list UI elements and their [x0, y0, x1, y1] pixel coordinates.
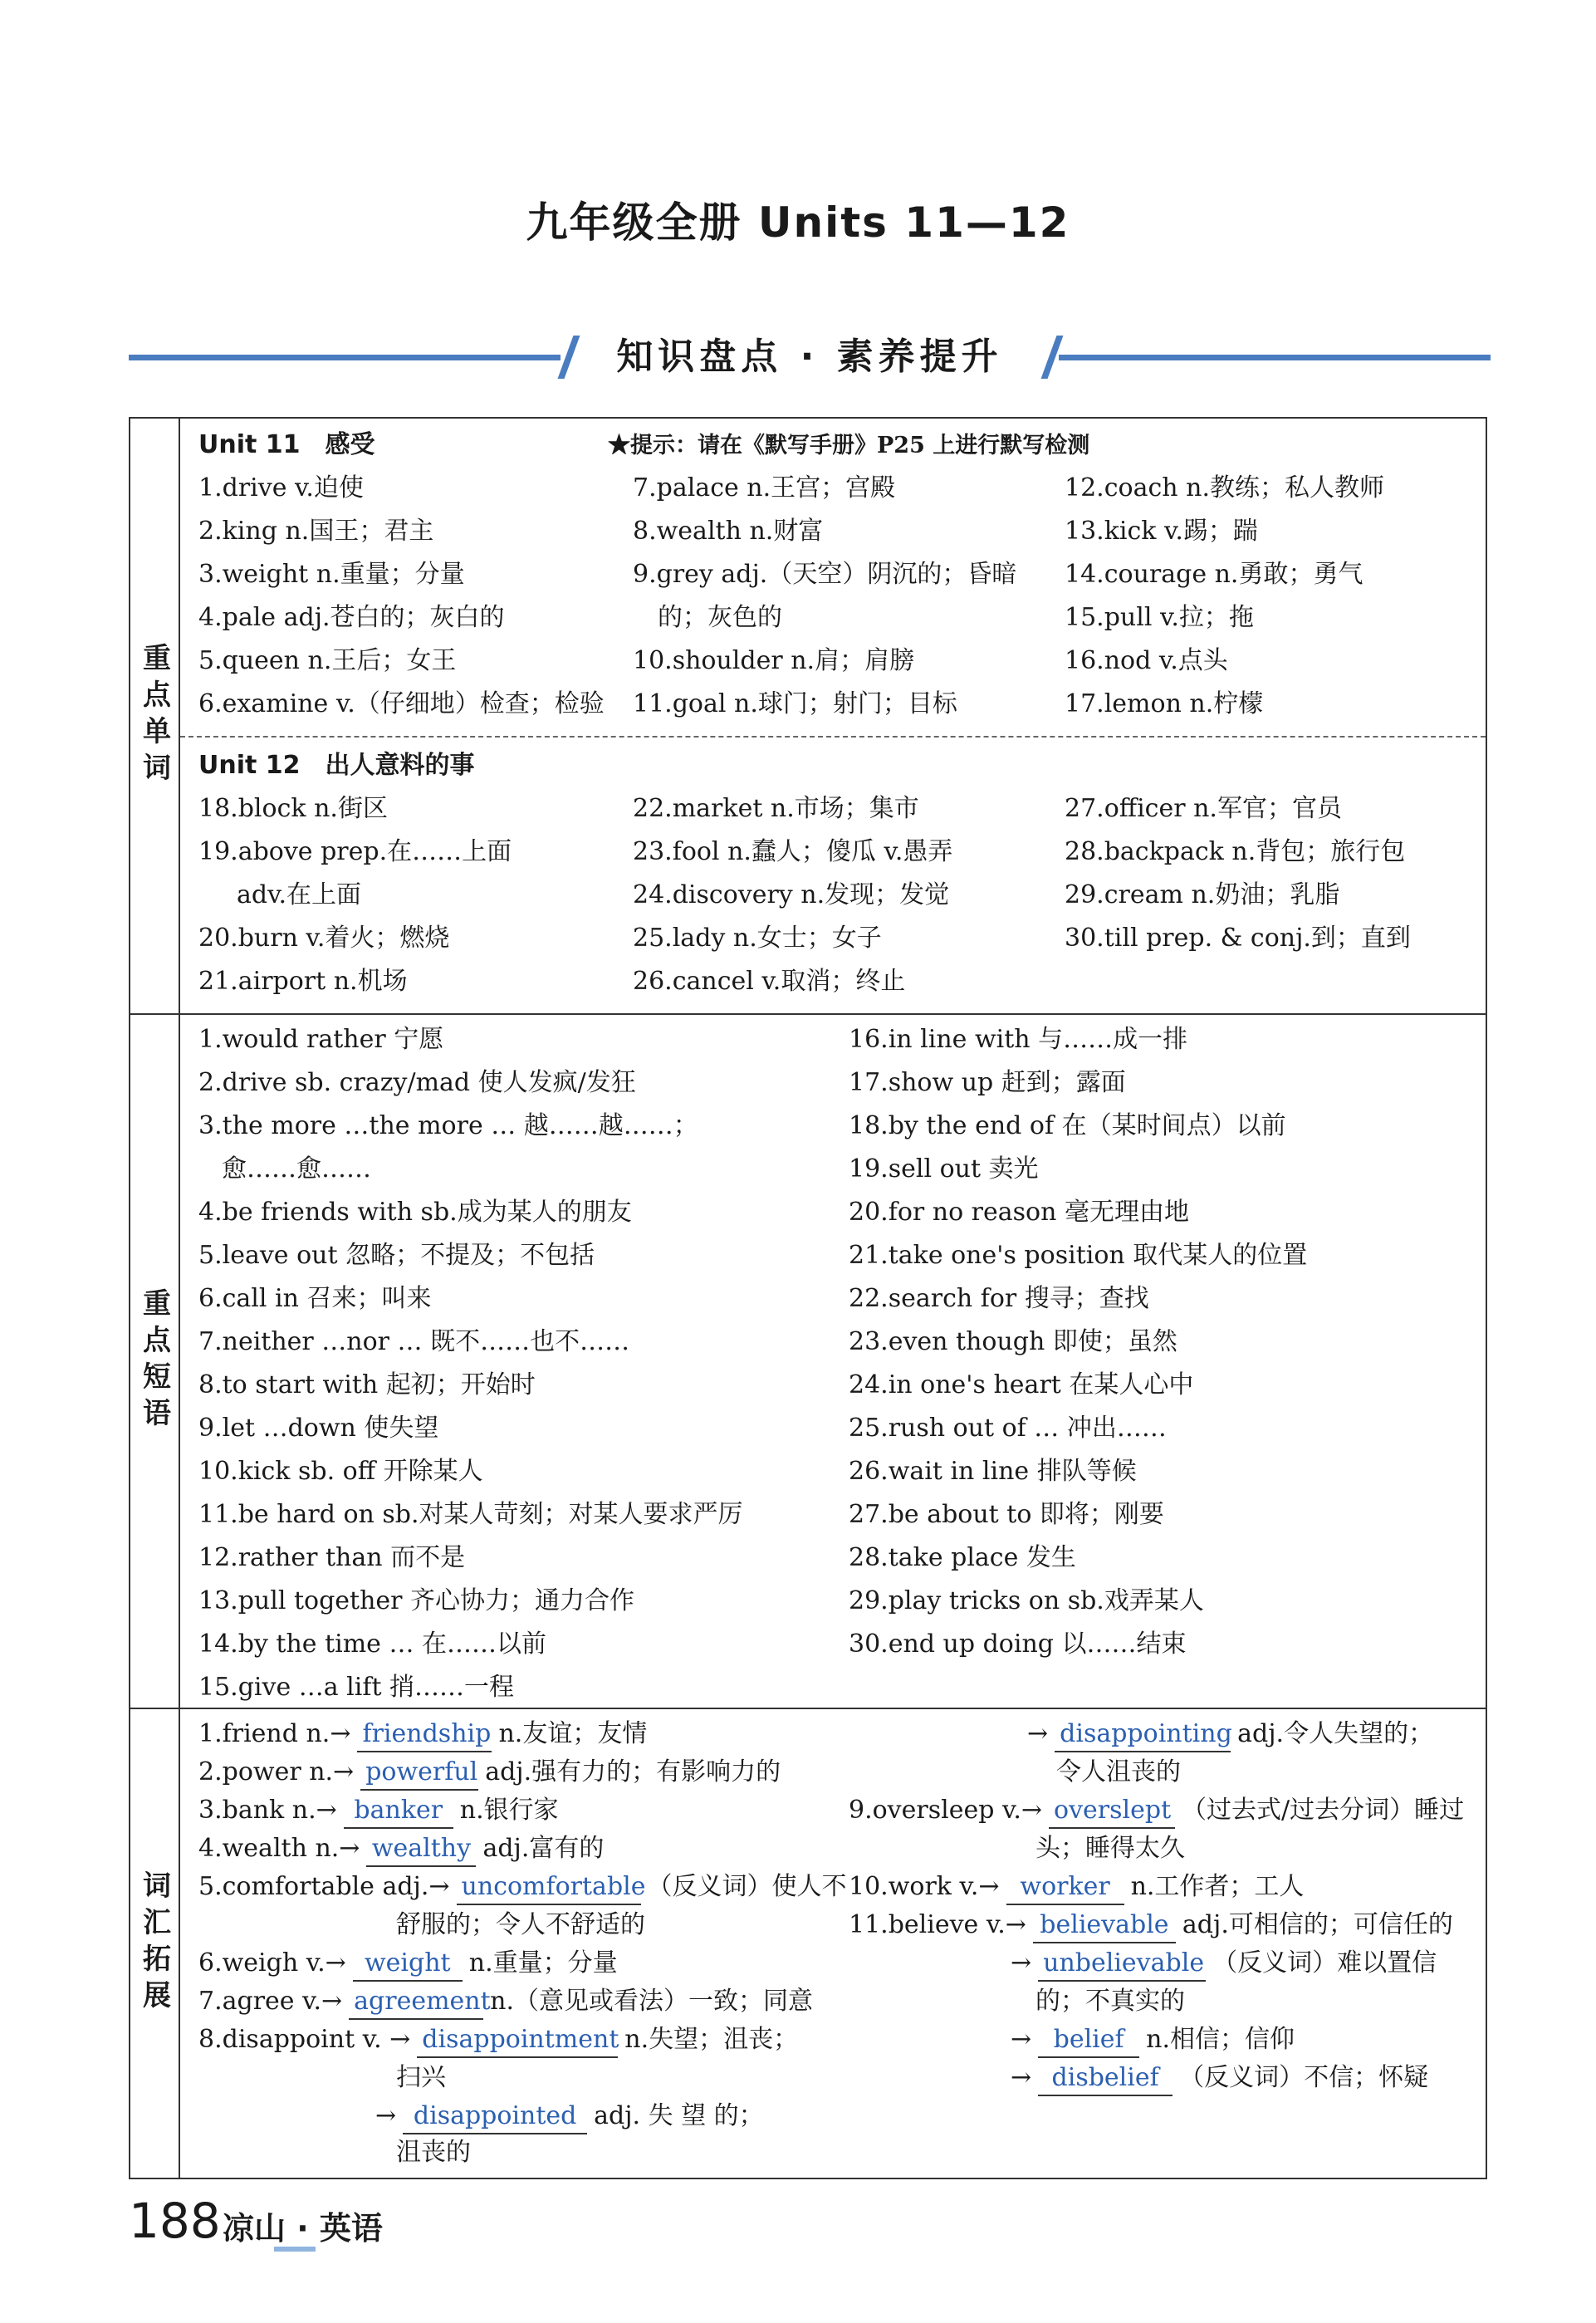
word-item: 7.palace n.王宫；宫殿 — [633, 473, 896, 502]
word-item: 12.coach n.教练；私人教师 — [1065, 473, 1384, 502]
answer-blank: believable — [1033, 1909, 1176, 1943]
word-item-cont: adv.在上面 — [237, 880, 362, 909]
phrase-item: 21.take one's position 取代某人的位置 — [849, 1241, 1308, 1270]
vocab-item: → disbelief （反义词）不信；怀疑 — [1011, 2061, 1428, 2096]
answer-blank: unbelievable — [1038, 1947, 1206, 1982]
section-vocab-expansion — [130, 1709, 1486, 2178]
phrase-item: 22.search for 搜寻；查找 — [849, 1284, 1149, 1313]
word-item: 26.cancel v.取消；终止 — [633, 967, 906, 996]
vocab-item-cont: 头；睡得太久 — [1035, 1834, 1185, 1863]
phrase-item: 5.leave out 忽略；不提及；不包括 — [198, 1241, 595, 1270]
unit12-title: Unit 12 出人意料的事 — [198, 751, 475, 780]
tip-note: ★提示：请在《默写手册》P25 上进行默写检测 — [608, 433, 1090, 458]
answer-blank: disappointed — [403, 2100, 587, 2134]
footer-label: 凉山 · 英语 — [223, 2210, 383, 2247]
word-item: 13.kick v.踢；踹 — [1065, 517, 1258, 546]
section-banner — [129, 332, 1491, 382]
answer-blank: weight — [353, 1947, 463, 1982]
word-item: 24.discovery n.发现；发觉 — [633, 880, 950, 909]
vocab-item-cont: 舒服的；令人不舒适的 — [396, 1910, 645, 1939]
word-item: 2.king n.国王；君主 — [198, 517, 434, 546]
phrase-item: 17.show up 赶到；露面 — [849, 1068, 1126, 1097]
vocab-item-cont: 扫兴 — [396, 2063, 446, 2092]
vocab-item: 2.power n.→ powerful adj.强有力的；有影响力的 — [198, 1756, 781, 1791]
section-label: 词汇拓展 — [130, 1709, 180, 2178]
vocab-item: → unbelievable （反义词）难以置信 — [1011, 1947, 1437, 1982]
answer-blank: disbelief — [1038, 2061, 1173, 2096]
footer-accent — [274, 2247, 316, 2252]
phrase-item: 20.for no reason 毫无理由地 — [849, 1198, 1189, 1227]
phrase-item: 6.call in 召来；叫来 — [198, 1284, 432, 1313]
word-item: 15.pull v.拉；拖 — [1065, 603, 1254, 632]
word-item: 16.nod v.点头 — [1065, 646, 1228, 675]
unit11-title: Unit 11 感受 — [198, 430, 375, 459]
phrase-item: 18.by the end of 在（某时间点）以前 — [849, 1111, 1286, 1140]
banner-line-left — [129, 355, 561, 360]
vocab-item: 10.work v.→ worker n.工作者；工人 — [849, 1870, 1304, 1905]
vocab-item: → disappointed adj. 失 望 的； — [375, 2100, 764, 2134]
word-item: 14.courage n.勇敢；勇气 — [1065, 560, 1363, 589]
vocab-item: 9.oversleep v.→ overslept （过去式/过去分词）睡过 — [849, 1794, 1464, 1829]
word-item: 10.shoulder n.肩；肩膀 — [633, 646, 915, 675]
word-item: 30.till prep. & conj.到；直到 — [1065, 924, 1411, 953]
word-item: 17.lemon n.柠檬 — [1065, 689, 1264, 718]
page-title: 九年级全册 Units 11—12 — [526, 198, 1070, 247]
phrase-item: 14.by the time … 在……以前 — [198, 1630, 546, 1659]
phrase-item: 1.would rather 宁愿 — [198, 1025, 444, 1054]
word-item-cont: 的；灰色的 — [658, 603, 782, 632]
phrase-item: 30.end up doing 以……结束 — [849, 1630, 1187, 1659]
answer-blank: wealthy — [366, 1832, 476, 1867]
phrase-item: 23.even though 即使；虽然 — [849, 1327, 1177, 1356]
vocab-item: 7.agree v.→ agreementn.（意见或看法）一致；同意 — [198, 1985, 813, 2020]
section-key-phrases — [130, 1015, 1486, 1709]
answer-blank: belief — [1038, 2023, 1139, 2058]
phrase-item: 19.sell out 卖光 — [849, 1154, 1039, 1184]
vocab-item-cont: 沮丧的 — [396, 2138, 471, 2167]
vocab-item-cont: 令人沮丧的 — [1056, 1757, 1181, 1786]
phrase-item: 13.pull together 齐心协力；通力合作 — [198, 1586, 635, 1615]
phrase-item: 26.wait in line 排队等候 — [849, 1457, 1137, 1486]
phrase-item: 15.give …a lift 捎……一程 — [198, 1673, 515, 1702]
word-item: 3.weight n.重量；分量 — [198, 560, 465, 589]
vocab-item: 1.friend n.→ friendship n.友谊；友情 — [198, 1718, 647, 1752]
vocab-item: 8.disappoint v. → disappointment n.失望；沮丧； — [198, 2023, 798, 2058]
vocab-item: 5.comfortable adj.→ uncomfortable（反义词）使人不 — [198, 1870, 847, 1905]
vocab-item-cont: 的；不真实的 — [1035, 1987, 1185, 2016]
phrase-item: 3.the more …the more … 越……越……； — [198, 1111, 698, 1140]
answer-blank: friendship — [357, 1718, 492, 1752]
answer-blank: disappointing — [1055, 1718, 1231, 1752]
answer-blank: agreement — [349, 1985, 483, 2020]
phrase-item: 29.play tricks on sb.戏弄某人 — [849, 1586, 1204, 1615]
section-label: 重点短语 — [130, 1015, 180, 1708]
phrase-item: 8.to start with 起初；开始时 — [198, 1370, 536, 1399]
key-words-content — [180, 419, 1486, 1013]
content-frame — [129, 417, 1487, 2179]
phrase-item: 12.rather than 而不是 — [198, 1543, 466, 1572]
vocab-item: → belief n.相信；信仰 — [1011, 2023, 1295, 2058]
word-item: 29.cream n.奶油；乳脂 — [1065, 880, 1340, 909]
phrase-item: 4.be friends with sb.成为某人的朋友 — [198, 1198, 632, 1227]
phrase-item: 11.be hard on sb.对某人苛刻；对某人要求严厉 — [198, 1500, 743, 1529]
phrase-item: 24.in one's heart 在某人心中 — [849, 1370, 1194, 1399]
banner-title: 知识盘点 · 素养提升 — [616, 336, 1003, 378]
word-item: 22.market n.市场；集市 — [633, 794, 919, 823]
phrase-item: 9.let …down 使失望 — [198, 1414, 439, 1443]
word-item: 4.pale adj.苍白的；灰白的 — [198, 603, 505, 632]
word-item: 5.queen n.王后；女王 — [198, 646, 457, 675]
phrase-item: 25.rush out of … 冲出…… — [849, 1414, 1167, 1443]
word-item: 9.grey adj.（天空）阴沉的；昏暗 — [633, 560, 1017, 589]
word-item: 1.drive v.迫使 — [198, 473, 364, 502]
vocab-item: → disappointing adj.令人失望的； — [1027, 1718, 1433, 1752]
word-item: 6.examine v.（仔细地）检查；检验 — [198, 689, 605, 718]
phrase-item-cont: 愈……愈…… — [222, 1154, 371, 1184]
key-phrases-content — [180, 1015, 1486, 1708]
vocab-item: 3.bank n.→ banker n.银行家 — [198, 1794, 559, 1829]
answer-blank: overslept — [1049, 1794, 1175, 1829]
vocab-item: 6.weigh v.→ weight n.重量；分量 — [198, 1947, 618, 1982]
phrase-item: 10.kick sb. off 开除某人 — [198, 1457, 483, 1486]
section-key-words — [130, 419, 1486, 1015]
phrase-item: 16.in line with 与……成一排 — [849, 1025, 1188, 1054]
answer-blank: worker — [1006, 1870, 1124, 1905]
phrase-item: 28.take place 发生 — [849, 1543, 1076, 1572]
word-item: 25.lady n.女士；女子 — [633, 924, 882, 953]
word-item: 11.goal n.球门；射门；目标 — [633, 689, 957, 718]
word-item: 8.wealth n.财富 — [633, 517, 824, 546]
word-item: 20.burn v.着火；燃烧 — [198, 924, 450, 953]
word-item: 27.officer n.军官；官员 — [1065, 794, 1342, 823]
vocab-content — [180, 1709, 1486, 2178]
answer-blank: powerful — [360, 1756, 478, 1791]
vocab-item: 4.wealth n.→ wealthy adj.富有的 — [198, 1832, 604, 1867]
phrase-item: 7.neither …nor … 既不……也不…… — [198, 1327, 630, 1356]
banner-line-right — [1059, 355, 1491, 360]
word-item: 21.airport n.机场 — [198, 967, 408, 996]
phrase-item: 2.drive sb. crazy/mad 使人发疯/发狂 — [198, 1068, 636, 1097]
section-label: 重点单词 — [130, 419, 180, 1013]
vocab-item: 11.believe v.→ believable adj.可相信的；可信任的 — [849, 1909, 1453, 1943]
answer-blank: disappointment — [417, 2023, 618, 2058]
word-item: 23.fool n.蠢人；傻瓜 v.愚弄 — [633, 837, 953, 866]
page-number: 188 — [129, 2193, 221, 2249]
word-item: 18.block n.街区 — [198, 794, 388, 823]
answer-blank: banker — [344, 1794, 453, 1829]
word-item: 19.above prep.在……上面 — [198, 837, 512, 866]
phrase-item: 27.be about to 即将；刚要 — [849, 1500, 1164, 1529]
word-item: 28.backpack n.背包；旅行包 — [1065, 837, 1406, 866]
unit-divider — [180, 736, 1486, 738]
answer-blank: uncomfortable — [457, 1870, 641, 1905]
